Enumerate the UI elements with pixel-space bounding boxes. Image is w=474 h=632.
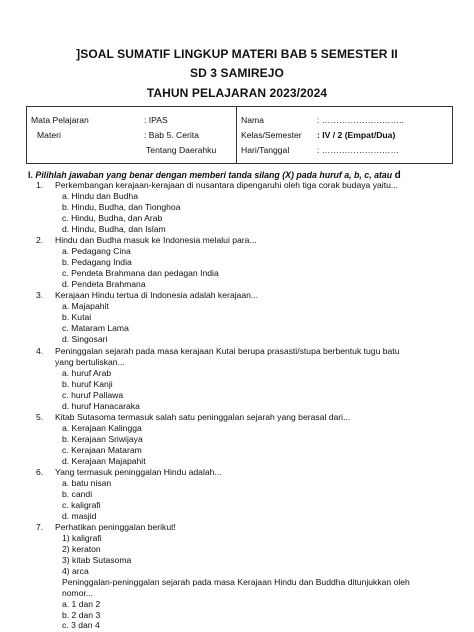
student-info-box	[26, 106, 453, 164]
question-number: 3.	[36, 290, 44, 300]
option-2c: c. Pendeta Brahmana dan pedagan India	[62, 268, 219, 278]
option-5d: d. Kerajaan Majapahit	[62, 456, 146, 466]
school-name: SD 3 SAMIREJO	[190, 66, 284, 80]
kelas-value: : IV / 2 (Empat/Dua)	[317, 130, 396, 140]
question-4-cont: yang bertuliskan...	[55, 357, 125, 367]
section-number: I.	[28, 170, 33, 180]
materi-value-cont: Tentang Daerahku	[146, 145, 217, 155]
question-text: Kerajaan Hindu tertua di Indonesia adalah kerajaan...	[55, 290, 259, 300]
option-5c: c. Kerajaan Mataram	[62, 445, 142, 455]
option-2d: d. Pendeta Brahmana	[62, 279, 146, 289]
hari-value: : ………………………	[317, 145, 400, 155]
materi-value: : Bab 5. Cerita	[144, 130, 199, 140]
item-7-4: 4) arca	[62, 566, 89, 576]
option-6d: d. masjid	[62, 511, 97, 521]
question-number: 6.	[36, 467, 44, 477]
info-divider	[236, 107, 237, 163]
instruction-last: d	[394, 170, 401, 181]
question-text: Peninggalan sejarah pada masa kerajaan Kutai berupa prasasti/stupa berbentuk tugu batu	[55, 346, 400, 356]
kelas-label: Kelas/Semester	[241, 130, 302, 140]
instruction-text: Pilihlah jawaban yang benar dengan memberi tanda silang (X) pada huruf a, b, c, atau	[35, 170, 393, 180]
question-text: Kitab Sutasoma termasuk salah satu peninggalan sejarah yang berasal dari...	[55, 412, 351, 422]
question-number: 1.	[36, 180, 44, 190]
item-7-1: 1) kaligrafi	[62, 533, 102, 543]
question-number: 2.	[36, 235, 44, 245]
option-7b: b. 2 dan 3	[62, 610, 101, 620]
exam-title: ]SOAL SUMATIF LINGKUP MATERI BAB 5 SEMESTER II	[76, 47, 398, 61]
question-number: 4.	[36, 346, 44, 356]
question-text: Perkembangan kerajaan-kerajaan di nusantara dipengaruhi oleh tiga corak budaya yaitu...	[55, 180, 399, 190]
option-1d: d. Hindu, Budha, dan Islam	[62, 224, 166, 234]
question-number: 7.	[36, 522, 44, 532]
option-6c: c. kaligrafi	[62, 500, 101, 510]
option-1a: a. Hindu dan Budha	[62, 191, 138, 201]
hari-label: Hari/Tanggal	[241, 145, 290, 155]
option-7a: a. 1 dan 2	[62, 599, 101, 609]
option-2a: a. Pedagang Cina	[62, 246, 131, 256]
question-text: Perhatikan peninggalan berikut!	[55, 522, 176, 532]
option-5b: b. Kerajaan Sriwijaya	[62, 434, 143, 444]
question-text: Hindu dan Budha masuk ke Indonesia melalui para...	[55, 235, 257, 245]
option-4b: b. huruf Kanji	[62, 379, 113, 389]
mapel-label: Mata Pelajaran	[31, 115, 89, 125]
nama-label: Nama	[241, 115, 264, 125]
question-text: Yang termasuk peninggalan Hindu adalah...	[55, 467, 222, 477]
option-6a: a. batu nisan	[62, 478, 112, 488]
question-7-cont2: nomor...	[62, 588, 94, 598]
option-4c: c. huruf Pallawa	[62, 390, 124, 400]
option-6b: b. candi	[62, 489, 93, 499]
materi-label: Materi	[37, 130, 61, 140]
option-3b: b. Kutai	[62, 312, 92, 322]
option-7c: c. 3 dan 4	[62, 620, 100, 630]
option-4d: d. huruf Hanacaraka	[62, 401, 140, 411]
option-5a: a. Kerajaan Kalingga	[62, 423, 142, 433]
option-1b: b. Hindu, Budha, dan Tionghoa	[62, 202, 181, 212]
option-3a: a. Majapahit	[62, 301, 109, 311]
academic-year: TAHUN PELAJARAN 2023/2024	[146, 86, 328, 100]
item-7-2: 2) keraton	[62, 544, 101, 554]
option-1c: c. Hindu, Budha, dan Arab	[62, 213, 163, 223]
question-number: 5.	[36, 412, 44, 422]
option-3c: c. Mataram Lama	[62, 323, 129, 333]
option-4a: a. huruf Arab	[62, 368, 112, 378]
question-7-cont: Peninggalan-peninggalan sejarah pada masa Kerajaan Hindu dan Buddha ditunjukkan oleh	[62, 577, 410, 587]
mapel-value: : IPAS	[144, 115, 168, 125]
item-7-3: 3) kitab Sutasoma	[62, 555, 132, 565]
option-2b: b. Pedagang India	[62, 257, 132, 267]
nama-value: : ………………………..	[317, 115, 404, 125]
option-3d: d. Singosari	[62, 334, 108, 344]
